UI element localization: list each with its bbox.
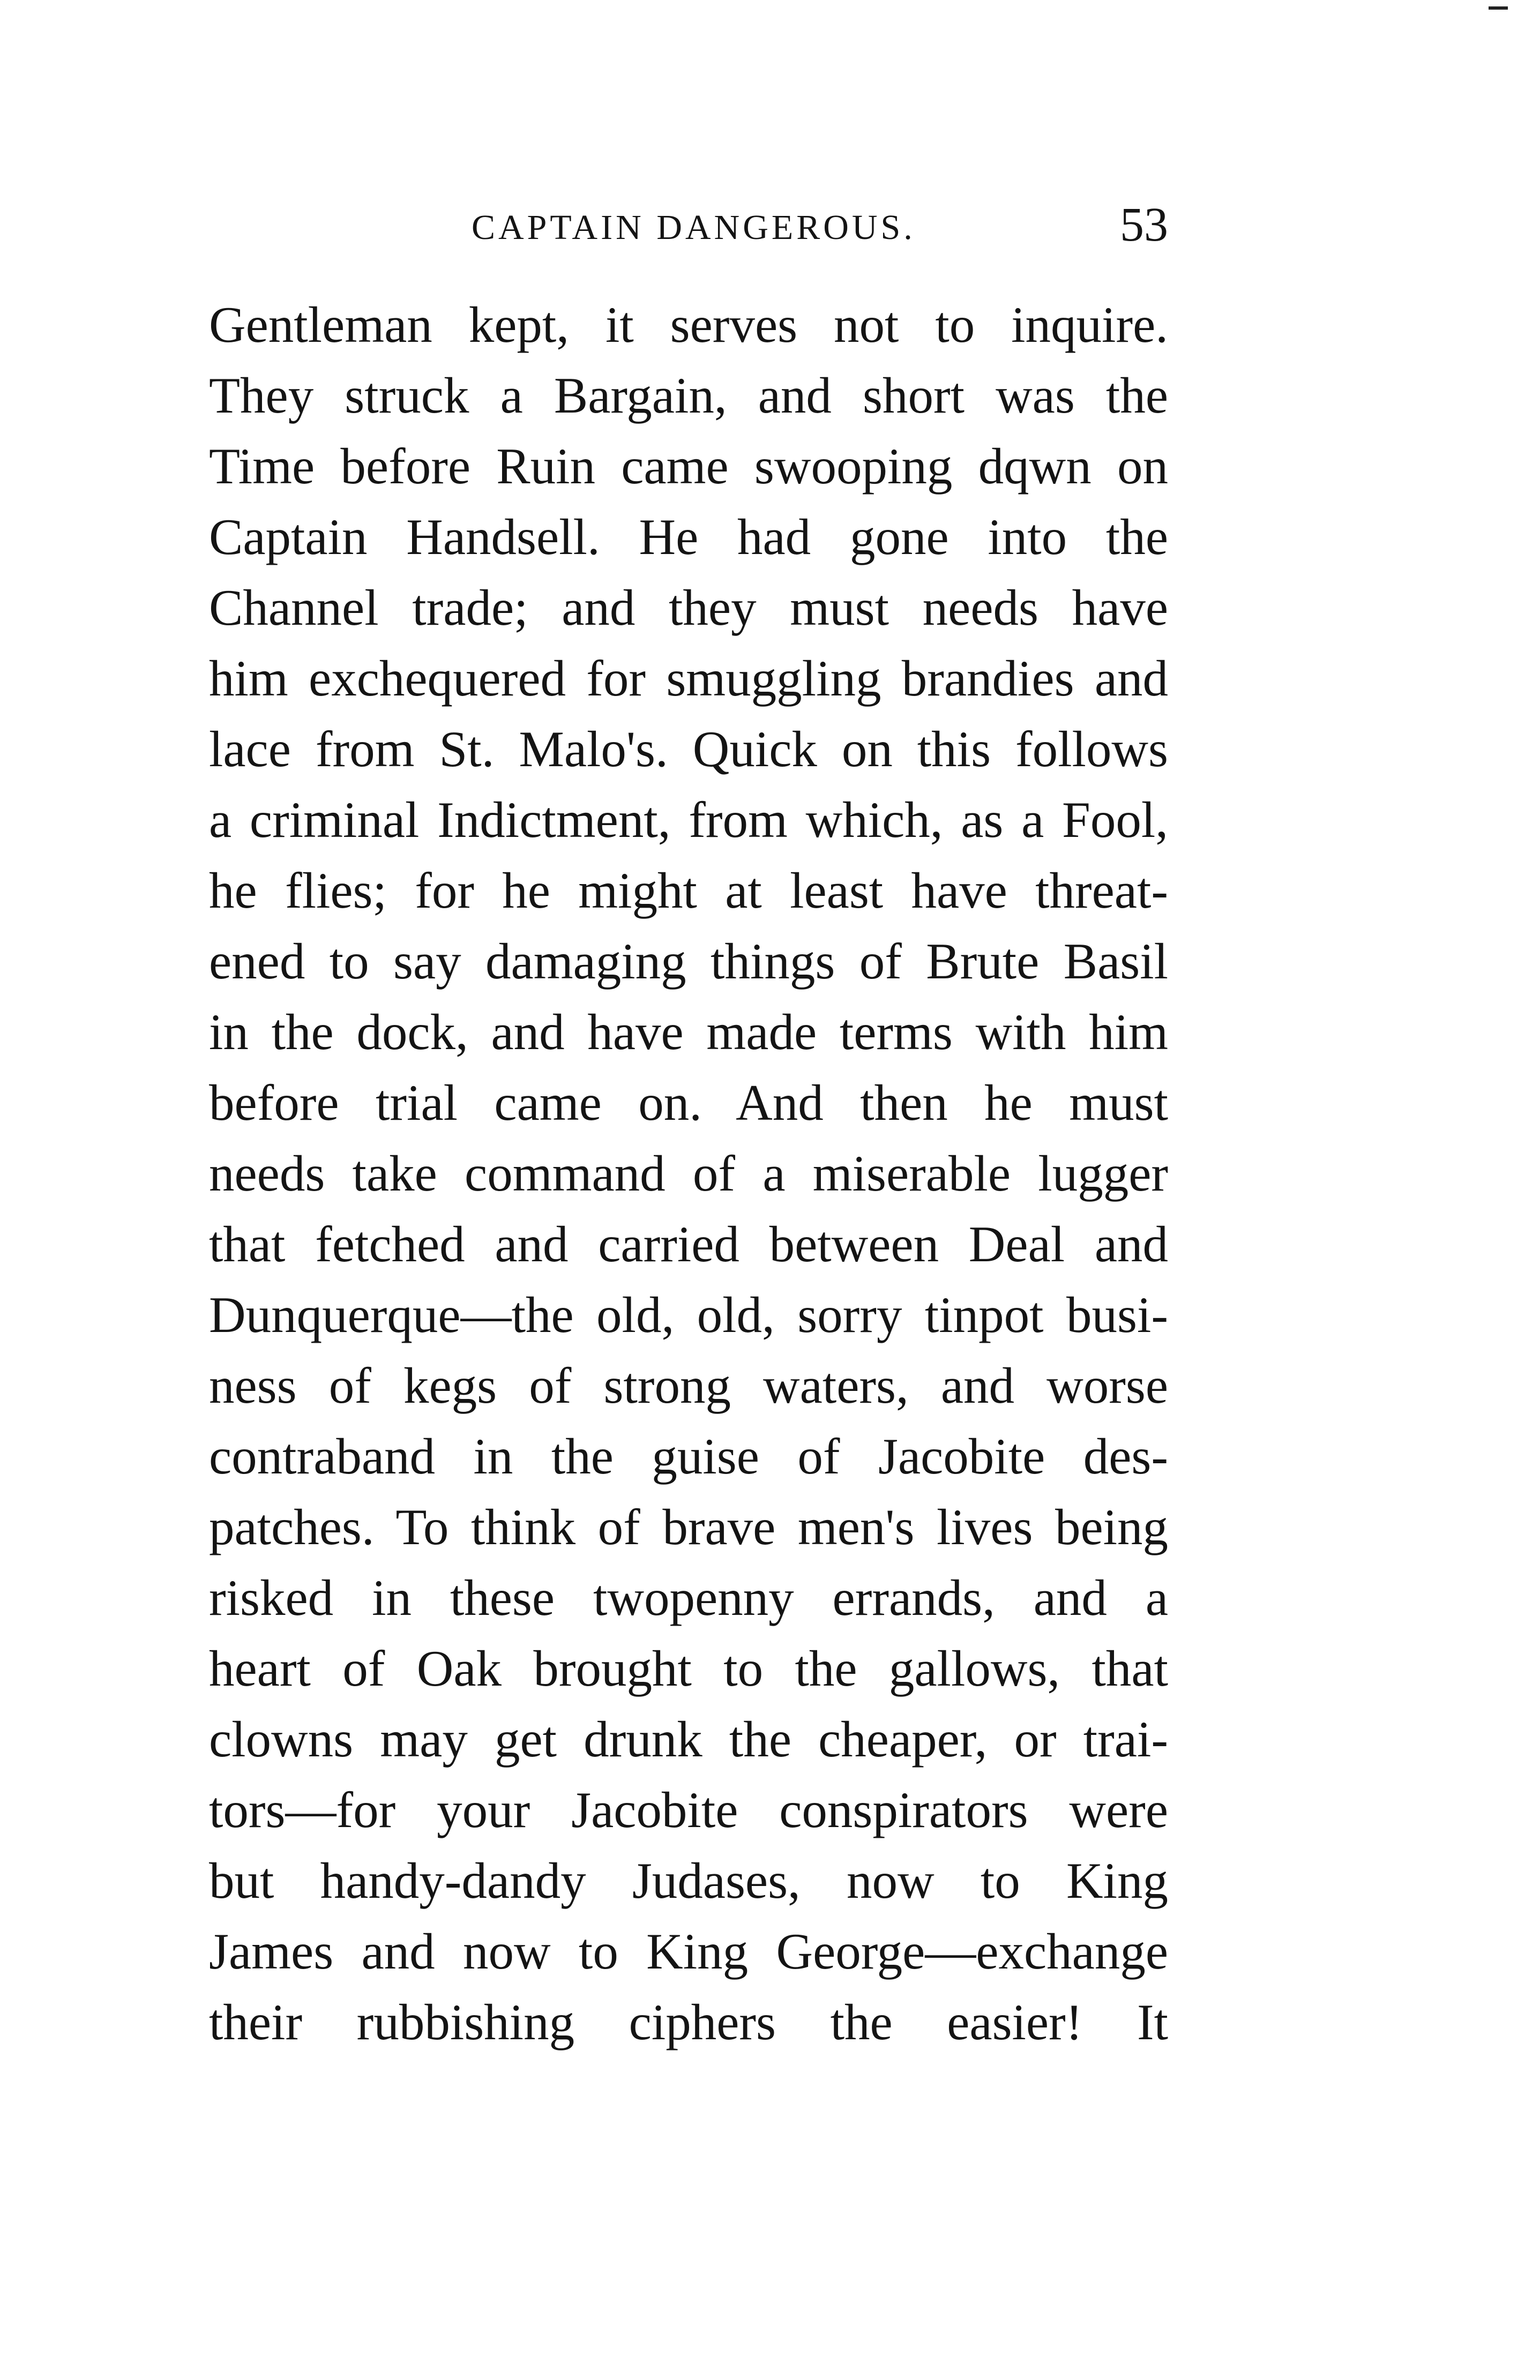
text-line: but handy-dandy Judases, now to King: [209, 1852, 1168, 1909]
text-line: contraband in the guise of Jacobite des-: [209, 1428, 1168, 1485]
text-line: heart of Oak brought to the gallows, that: [209, 1640, 1168, 1697]
text-line: Time before Ruin came swooping dqwn on: [209, 438, 1168, 495]
text-line: They struck a Bargain, and short was the: [209, 367, 1168, 424]
text-line: ened to say damaging things of Brute Basil: [209, 933, 1168, 990]
text-line: patches. To think of brave men's lives being: [209, 1499, 1168, 1555]
body-text: [209, 289, 1168, 2057]
text-line: risked in these twopenny errands, and a: [209, 1569, 1168, 1626]
text-line: Captain Handsell. He had gone into the: [209, 508, 1168, 565]
page-header: [209, 198, 1168, 257]
text-line: him exchequered for smuggling brandies and: [209, 650, 1168, 707]
text-line: Gentleman kept, it serves not to inquire.: [209, 296, 1168, 353]
running-title: CAPTAIN DANGEROUS.: [472, 208, 916, 247]
text-line: tors—for your Jacobite conspirators were: [209, 1782, 1168, 1838]
text-line: Channel trade; and they must needs have: [209, 579, 1168, 636]
text-line: Dunquerque—the old, old, sorry tinpot busi-: [209, 1286, 1168, 1343]
text-line: clowns may get drunk the cheaper, or trai-: [209, 1711, 1168, 1768]
text-line: that fetched and carried between Deal and: [209, 1216, 1168, 1273]
text-line: before trial came on. And then he must: [209, 1074, 1168, 1131]
text-line: lace from St. Malo's. Quick on this follows: [209, 721, 1168, 777]
text-line: needs take command of a miserable lugger: [209, 1145, 1168, 1202]
text-line: a criminal Indictment, from which, as a Fool,: [209, 791, 1168, 848]
scan-corner-mark: [1489, 6, 1508, 10]
page-number: 53: [1120, 198, 1168, 251]
text-line: he flies; for he might at least have threat-: [209, 862, 1168, 919]
text-line: ness of kegs of strong waters, and worse: [209, 1357, 1168, 1414]
text-line: James and now to King George—exchange: [209, 1923, 1168, 1980]
text-line: in the dock, and have made terms with him: [209, 1004, 1168, 1060]
text-line: their rubbishing ciphers the easier! It: [209, 1994, 1168, 2050]
